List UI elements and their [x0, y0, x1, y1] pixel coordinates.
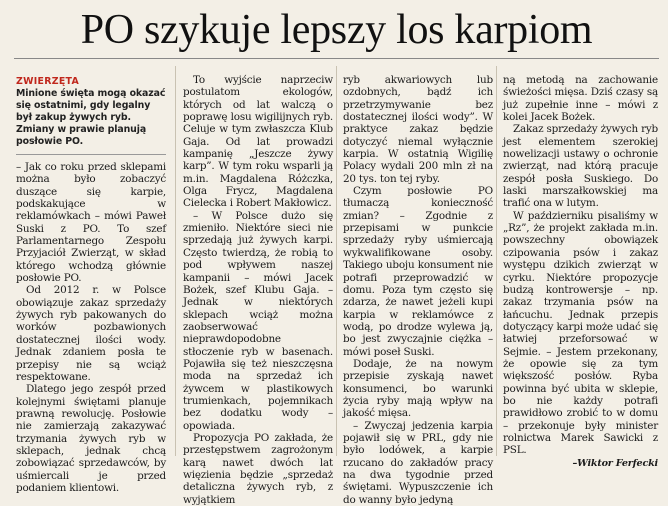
article-column-3	[343, 74, 493, 506]
article-lead: Minione święta mogą okazać się ostatnimi, gdy legalny był zakup żywych ryb. Zmiany w prawie planują posłowie PO.	[16, 88, 166, 155]
paragraph: ną metodą na zachowanie świeżości mięsa. Dziś czasy są już zupełnie inne – mówi z kolei Jacek Bożek.	[503, 74, 658, 124]
article-column-4	[503, 74, 658, 469]
paragraph: Dlatego jego zespół przed kolejnymi świętami planuje prawną rewolucję. Posłowie nie zamierzają zakazywać trzymania żywych ryb w sklepach, jednak chcą zobowiązać sprzedawców, by uśmiercali je przed podaniem klientowi.	[16, 383, 166, 494]
column-divider	[336, 66, 337, 456]
column-divider	[496, 66, 497, 456]
column-divider	[175, 66, 176, 456]
paragraph: To wyjście naprzeciw postulatom ekologów, których od lat walczą o poprawę losu wigilijnych ryb. Celuje w tym zwłaszcza Klub Gaja. Od lat prowadzi kampanię „Jeszcze żywy karp”. W tym roku wsparli ją m.in. Magdalena Różczka, Olga Frycz, Magdalena Cielecka i Robert Makłowicz.	[183, 74, 333, 210]
article-column-2	[183, 74, 333, 506]
paragraph: Od 2012 r. w Polsce obowiązuje zakaz sprzedaży żywych ryb pakowanych do worków pozbawionych dostatecznej ilości wody. Jednak zdaniem posła te przepisy nie są wciąż respektowane.	[16, 284, 166, 383]
paragraph: ryb akwariowych lub ozdobnych, bądź ich przetrzymywanie bez dostatecznej ilości wody”. W praktyce zakaz będzie dotyczyć niemal wyłącznie karpia. W ostatnią Wigilię Polacy wydali 200 mln zł na 20 tys. ton tej ryby.	[343, 74, 493, 185]
paragraph: – W Polsce dużo się zmieniło. Niektóre sieci nie sprzedają już żywych karpi. Często twierdzą, że robią to pod wpływem naszej kampanii – mówi Jacek Bożek, szef Klubu Gaja. – Jednak w niektórych sklepach wciąż można zaobserwować nieprawdopodobne stłoczenie ryb w basenach. Pojawiła się też nieszczęsna moda na sprzedaż ich żywcem w plastikowych trumienkach, pojemnikach bez dodatku wody – opowiada.	[183, 209, 333, 432]
paragraph: Zakaz sprzedaży żywych ryb jest elementem szerokiej nowelizacji ustawy o ochronie zwierząt, nad którą pracuje zespół posła Suskiego. Do laski marszałkowskiej ma trafić ona w lutym.	[503, 123, 658, 210]
paragraph: Dodaje, że na nowym przepisie zyskają nawet konsumenci, bo warunki życia ryby mają wpływ na jakość mięsa.	[343, 357, 493, 420]
headline-rule	[14, 58, 659, 59]
paragraph: Czym posłowie PO tłumaczą konieczność zmian? – Zgodnie z przepisami w punkcie sprzedaży ryby uśmiercają wykwalifikowane osoby. Takiego uboju konsument nie potrafi przeprowadzić w domu. Poza tym często się zdarza, że nawet jeżeli kupi karpia w reklamówce z wodą, po drodze wylewa ją, bo jest zwyczajnie ciężka – mówi poseł Suski.	[343, 185, 493, 358]
paragraph: – Jak co roku przed sklepami można było zobaczyć duszące się karpie, podskakujące w reklamówkach – mówi Paweł Suski z PO. To szef Parlamentarnego Zespołu Przyjaciół Zwierząt, w skład którego wchodzą głównie posłowie PO.	[16, 161, 166, 285]
paragraph: Propozycja PO zakłada, że przestępstwem zagrożonym karą nawet dwóch lat więzienia będzie „sprzedaż detaliczna żywych ryb, z wyjątkiem	[183, 431, 333, 506]
article-column-1	[16, 66, 166, 494]
headline: PO szykuje lepszy los karpiom	[80, 7, 593, 53]
paragraph: W październiku pisaliśmy w „Rz”, że projekt zakłada m.in. powszechny obowiązek czipowania psów i zakaz występu dzikich zwierząt w cyrku. Niektóre propozycje budzą kontrowersje – np. zakaz trzymania psów na łańcuchu. Jednak przepis dotyczący karpi może udać się łatwiej przeforsować w Sejmie. – Jestem przekonany, że opowie się za tym większość posłów. Ryba powinna być ubita w sklepie, bo nie każdy potrafi prawidłowo zrobić to w domu – przekonuje były minister rolnictwa Marek Sawicki z PSL.	[503, 209, 658, 457]
paragraph: – Zwyczaj jedzenia karpia pojawił się w PRL, gdy nie było lodówek, a karpie rzucano do zakładów pracy na dwa tygodnie przed świętami. Wypuszczenie ich do wanny było jedyną	[343, 419, 493, 506]
byline: –Wiktor Ferfecki	[572, 457, 658, 469]
section-label: ZWIERZĘTA	[16, 76, 80, 87]
